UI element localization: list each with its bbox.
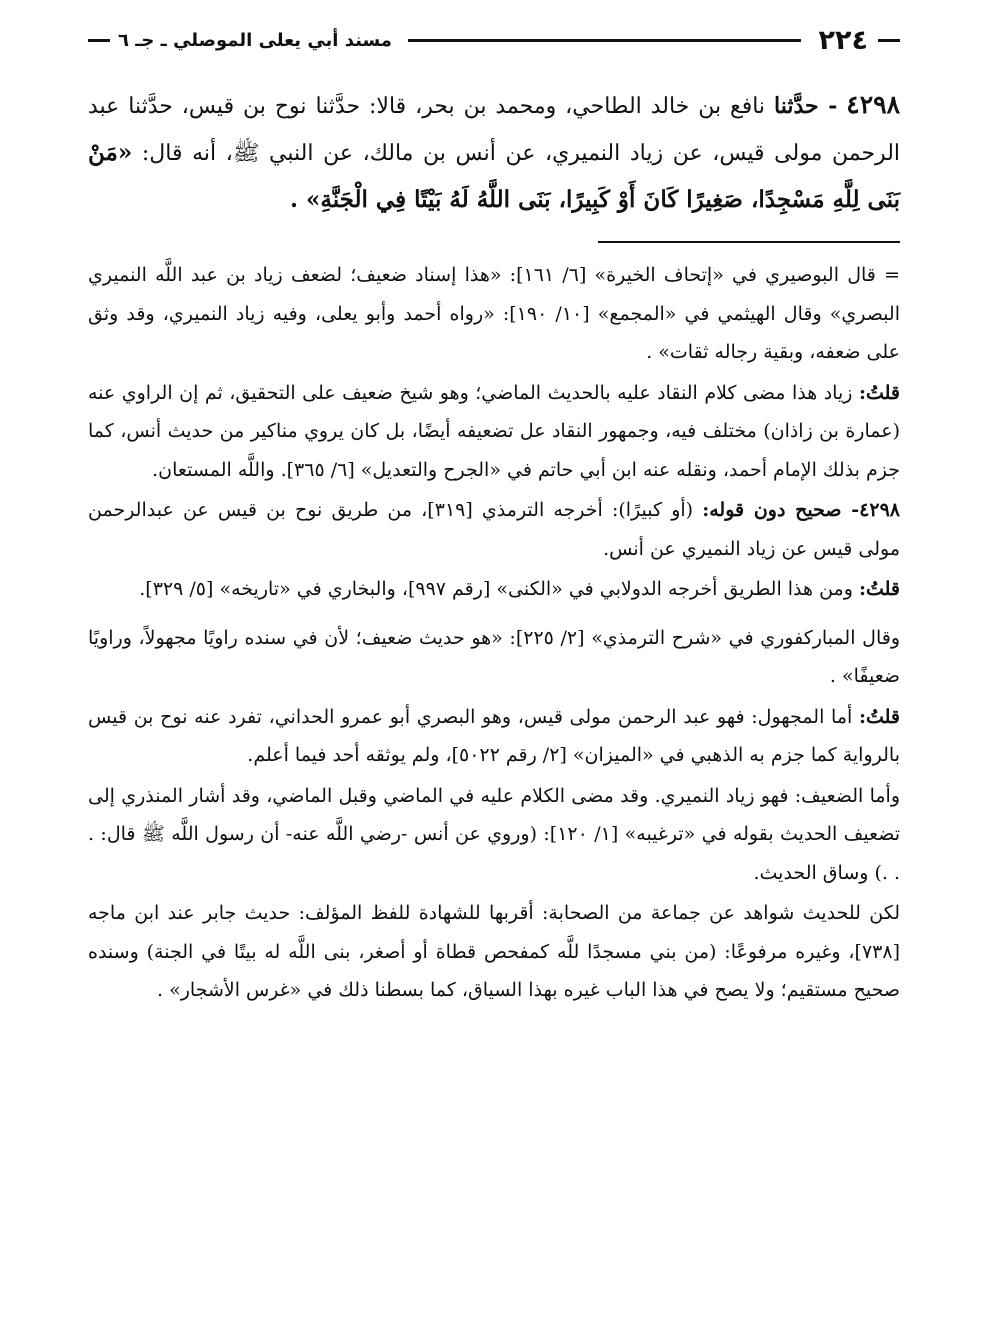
note-paragraph [88,570,900,609]
note-paragraph [88,894,900,1010]
hadith-number: ٤٢٩٨ [846,90,900,119]
note-text: وأما الضعيف: فهو زياد النميري. وقد مضى الكلام عليه في الماضي وقبل الماضي، وقد أشار المنذري إلى تضعيف الحديث بقوله في «ترغيبه» [١/ ١٢٠]: (وروي عن أنس -رضي اللَّه عنه- أن رسول اللَّه ﷺ قال: . . .) وساق الحديث. [88,784,900,884]
page-header [88,22,900,58]
header-dash [878,39,900,42]
hadith-isnad: نافع بن خالد الطاحي، ومحمد بن بحر، قالا: حدَّثنا نوح بن قيس، حدَّثنا عبد الرحمن مولى قيس، عن زياد النميري، عن أنس بن مالك، عن النبي ﷺ، أنه قال: [88,94,901,166]
header-rule [408,39,801,42]
page-number: ٢٢٤ [818,24,868,56]
note-text: زياد هذا مضى كلام النقاد عليه بالحديث الماضي؛ وهو شيخ ضعيف على التحقيق، ثم إن الراوي عنه (عمارة بن زاذان) مختلف فيه، وجمهور النقاد عل تضعيفه أيضًا، بل كان يروي مناكير من حديث أنس، كما جزم بذلك الإمام أحمد، ونقله عنه ابن أبي حاتم في «الجرح والتعديل» [٦/ ٣٦٥]. واللَّه المستعان. [88,381,900,481]
note-lead: قلتُ: [858,578,900,600]
note-lead: قلتُ: [858,381,900,404]
note-paragraph [88,619,900,696]
note-text: أما المجهول: فهو عبد الرحمن مولى قيس، وهو البصري أبو عمرو الحداني، تفرد عنه نوح بن قيس بالرواية كما جزم به الذهبي في «الميزان» [٢/ رقم ٥٠٢٢]، ولم يوثقه أحد فيما أعلم. [88,705,900,766]
hadith-opening: - حدَّثنا [774,93,838,119]
takhrij-lead: ٤٢٩٨- صحيح دون قوله: [702,499,900,521]
footnote-separator [598,241,900,243]
note-paragraph [88,256,900,372]
note-text: (أو كبيرًا): أخرجه الترمذي [٣١٩]، من طريق نوح بن قيس عن عبدالرحمن مولى قيس عن زياد النميري عن أنس. [88,499,900,560]
main-hadith-text [88,82,900,224]
note-lead: قلتُ: [858,705,900,728]
footnotes [88,256,900,1012]
note-paragraph [88,698,900,775]
note-paragraph [88,491,900,568]
note-text: لكن للحديث شواهد عن جماعة من الصحابة: أقربها للشهادة للفظ المؤلف: حديث جابر عند ابن ماجه [٧٣٨]، وغيره مرفوعًا: (من بني مسجدًا للَّه كمفحص قطاة أو أصغر، بنى اللَّه له بيتًا في الجنة) وسنده صحيح مستقيم؛ ولا يصح في هذا الباب غيره بهذا السياق، كما بسطنا ذلك في «غرس الأشجار» . [88,902,900,1001]
note-paragraph [88,777,900,893]
note-paragraph [88,374,900,490]
note-text: = قال البوصيري في «إتحاف الخيرة» [٦/ ١٦١]: «هذا إسناد ضعيف؛ لضعف زياد بن عبد اللَّه النميري البصري» وقال الهيثمي في «المجمع» [١٠/ ١٩٠]: «رواه أحمد وأبو يعلى، وفيه زياد النميري، وقد وثق على ضعفه، وبقية رجاله ثقات» . [88,264,900,363]
note-text: ومن هذا الطريق أخرجه الدولابي في «الكنى» [رقم ٩٩٧]، والبخاري في «تاريخه» [٥/ ٣٢٩]. [139,578,853,600]
running-title: مسند أبي يعلى الموصلي ـ جـ ٦ [118,29,392,51]
hadith-matn: «مَنْ بَنَى لِلَّهِ مَسْجِدًا، صَغِيرًا كَانَ أَوْ كَبِيرًا، بَنَى اللَّهُ لَهُ بَيْتًا فِي الْجَنَّةِ» . [88,139,900,213]
header-dash-end [88,39,110,42]
note-text: وقال المباركفوري في «شرح الترمذي» [٢/ ٢٢٥]: «هو حديث ضعيف؛ لأن في سنده راويًا مجهولاً، وراويًا ضعيفًا» . [88,626,900,687]
